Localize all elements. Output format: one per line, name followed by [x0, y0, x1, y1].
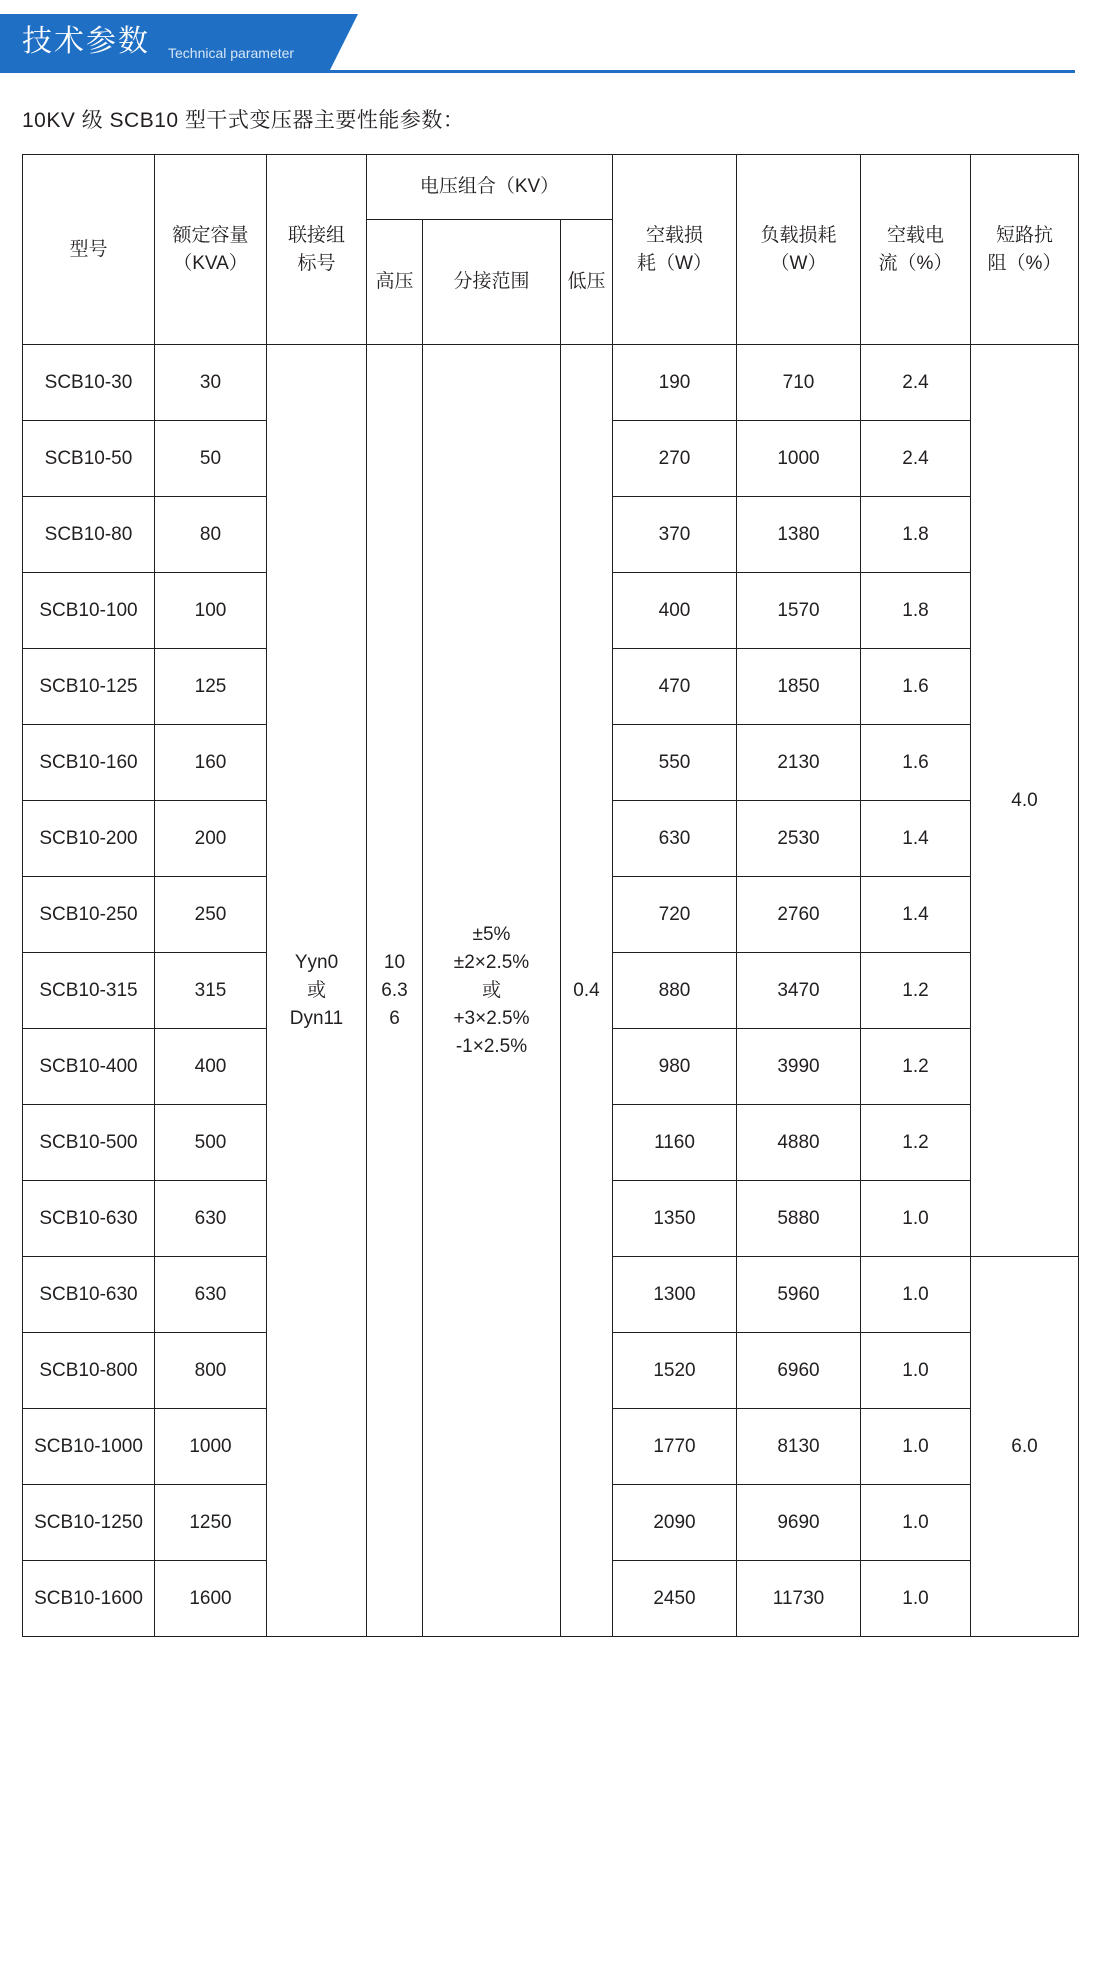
cell-capacity: 30 [155, 345, 267, 421]
cell-capacity: 80 [155, 497, 267, 573]
hv-line-3: 6 [389, 1007, 400, 1029]
cell-load-loss: 4880 [737, 1105, 861, 1181]
connection-group-line-2: 或 [306, 979, 326, 1001]
spec-table-wrapper [22, 154, 1078, 1637]
cell-load-loss: 3470 [737, 953, 861, 1029]
cell-load-loss: 2530 [737, 801, 861, 877]
cell-no-load-current: 1.4 [861, 877, 971, 953]
cell-lv-merged: 0.4 [561, 345, 613, 1637]
cell-model: SCB10-50 [23, 421, 155, 497]
cell-load-loss: 8130 [737, 1409, 861, 1485]
cell-load-loss: 5880 [737, 1181, 861, 1257]
cell-no-load-current: 2.4 [861, 345, 971, 421]
cell-model: SCB10-1000 [23, 1409, 155, 1485]
cell-model: SCB10-400 [23, 1029, 155, 1105]
cell-no-load-loss: 550 [613, 725, 737, 801]
cell-no-load-loss: 980 [613, 1029, 737, 1105]
cell-capacity: 630 [155, 1181, 267, 1257]
cell-capacity: 125 [155, 649, 267, 725]
cell-connection-group-merged [267, 345, 367, 1637]
cell-no-load-loss: 270 [613, 421, 737, 497]
cell-load-loss: 2760 [737, 877, 861, 953]
header-tap-range: 分接范围 [423, 220, 561, 345]
connection-group-line-1: Yyn0 [294, 951, 339, 973]
cell-no-load-current: 1.0 [861, 1181, 971, 1257]
header-impedance-line1: 短路抗 [995, 224, 1053, 246]
cell-model: SCB10-200 [23, 801, 155, 877]
header-underline [0, 70, 1075, 73]
cell-model: SCB10-1600 [23, 1561, 155, 1637]
cell-no-load-loss: 370 [613, 497, 737, 573]
cell-no-load-current: 1.0 [861, 1333, 971, 1409]
cell-load-loss: 1570 [737, 573, 861, 649]
cell-no-load-current: 1.6 [861, 725, 971, 801]
cell-capacity: 1600 [155, 1561, 267, 1637]
cell-load-loss: 1850 [737, 649, 861, 725]
cell-model: SCB10-1250 [23, 1485, 155, 1561]
cell-no-load-loss: 1300 [613, 1257, 737, 1333]
table-header [23, 155, 1079, 345]
cell-no-load-loss: 470 [613, 649, 737, 725]
cell-load-loss: 9690 [737, 1485, 861, 1561]
cell-model: SCB10-500 [23, 1105, 155, 1181]
cell-no-load-current: 1.2 [861, 1029, 971, 1105]
cell-model: SCB10-160 [23, 725, 155, 801]
header-capacity-line1: 额定容量 [172, 224, 249, 246]
tap-line-5: -1×2.5% [455, 1035, 528, 1057]
header-model: 型号 [23, 155, 155, 345]
cell-tap-range-merged [423, 345, 561, 1637]
header-no-load-loss-line2: 耗（W） [637, 252, 712, 274]
cell-no-load-current: 1.0 [861, 1485, 971, 1561]
cell-impedance-group-1: 4.0 [971, 345, 1079, 1257]
header-impedance-line2: 阻（%） [987, 252, 1062, 274]
cell-model: SCB10-630 [23, 1257, 155, 1333]
tap-line-4: +3×2.5% [453, 1007, 530, 1029]
header-row-1 [23, 155, 1079, 220]
header-voltage-combination: 电压组合（KV） [367, 155, 613, 220]
table-row [23, 345, 1079, 421]
header-no-load-current-line1: 空载电 [886, 224, 944, 246]
cell-no-load-loss: 2090 [613, 1485, 737, 1561]
cell-model: SCB10-800 [23, 1333, 155, 1409]
header-no-load-loss [613, 155, 737, 345]
header-connection-group-line2: 标号 [297, 252, 336, 274]
cell-capacity: 200 [155, 801, 267, 877]
cell-load-loss: 1000 [737, 421, 861, 497]
tap-line-2: ±2×2.5% [453, 951, 530, 973]
header-hv: 高压 [367, 220, 423, 345]
cell-no-load-current: 2.4 [861, 421, 971, 497]
transformer-spec-table [22, 154, 1079, 1637]
cell-load-loss: 6960 [737, 1333, 861, 1409]
cell-no-load-current: 1.6 [861, 649, 971, 725]
cell-impedance-group-2: 6.0 [971, 1257, 1079, 1637]
cell-no-load-loss: 630 [613, 801, 737, 877]
page-header [0, 0, 1100, 92]
cell-load-loss: 3990 [737, 1029, 861, 1105]
header-load-loss [737, 155, 861, 345]
cell-capacity: 160 [155, 725, 267, 801]
header-load-loss-line2: （W） [770, 252, 827, 274]
cell-capacity: 50 [155, 421, 267, 497]
cell-no-load-current: 1.8 [861, 497, 971, 573]
header-load-loss-line1: 负载损耗 [760, 224, 837, 246]
header-no-load-loss-line1: 空载损 [645, 224, 703, 246]
table-caption: 10KV 级 SCB10 型干式变压器主要性能参数： [22, 109, 465, 132]
cell-capacity: 250 [155, 877, 267, 953]
hv-line-2: 6.3 [381, 979, 408, 1001]
cell-capacity: 100 [155, 573, 267, 649]
header-no-load-current-line2: 流（%） [878, 252, 953, 274]
cell-model: SCB10-125 [23, 649, 155, 725]
cell-no-load-current: 1.0 [861, 1561, 971, 1637]
cell-hv-merged [367, 345, 423, 1637]
cell-model: SCB10-80 [23, 497, 155, 573]
cell-no-load-loss: 1160 [613, 1105, 737, 1181]
tap-line-1: ±5% [472, 923, 511, 945]
tap-line-3: 或 [481, 979, 501, 1001]
cell-load-loss: 1380 [737, 497, 861, 573]
cell-load-loss: 710 [737, 345, 861, 421]
cell-load-loss: 11730 [737, 1561, 861, 1637]
header-capacity-line2: （KVA） [173, 252, 248, 274]
header-capacity [155, 155, 267, 345]
cell-capacity: 800 [155, 1333, 267, 1409]
cell-no-load-current: 1.0 [861, 1409, 971, 1485]
connection-group-line-3: Dyn11 [289, 1007, 344, 1029]
page-subtitle: Technical parameter [168, 45, 295, 61]
cell-capacity: 1000 [155, 1409, 267, 1485]
header-impedance [971, 155, 1079, 345]
cell-model: SCB10-315 [23, 953, 155, 1029]
cell-no-load-loss: 880 [613, 953, 737, 1029]
cell-no-load-loss: 1770 [613, 1409, 737, 1485]
cell-no-load-current: 1.2 [861, 953, 971, 1029]
header-no-load-current [861, 155, 971, 345]
cell-no-load-loss: 2450 [613, 1561, 737, 1637]
cell-capacity: 400 [155, 1029, 267, 1105]
header-connection-group-line1: 联接组 [287, 224, 345, 246]
cell-capacity: 315 [155, 953, 267, 1029]
cell-model: SCB10-100 [23, 573, 155, 649]
page-title: 技术参数 [22, 25, 150, 58]
header-lv: 低压 [561, 220, 613, 345]
cell-capacity: 1250 [155, 1485, 267, 1561]
cell-model: SCB10-30 [23, 345, 155, 421]
table-body [23, 345, 1079, 1637]
cell-model: SCB10-630 [23, 1181, 155, 1257]
cell-no-load-current: 1.8 [861, 573, 971, 649]
cell-no-load-current: 1.4 [861, 801, 971, 877]
cell-no-load-loss: 720 [613, 877, 737, 953]
cell-load-loss: 2130 [737, 725, 861, 801]
hv-line-1: 10 [383, 951, 406, 973]
cell-no-load-loss: 400 [613, 573, 737, 649]
cell-no-load-loss: 1520 [613, 1333, 737, 1409]
cell-no-load-current: 1.0 [861, 1257, 971, 1333]
cell-load-loss: 5960 [737, 1257, 861, 1333]
header-connection-group [267, 155, 367, 345]
cell-no-load-loss: 190 [613, 345, 737, 421]
cell-no-load-loss: 1350 [613, 1181, 737, 1257]
cell-model: SCB10-250 [23, 877, 155, 953]
cell-no-load-current: 1.2 [861, 1105, 971, 1181]
cell-capacity: 630 [155, 1257, 267, 1333]
cell-capacity: 500 [155, 1105, 267, 1181]
